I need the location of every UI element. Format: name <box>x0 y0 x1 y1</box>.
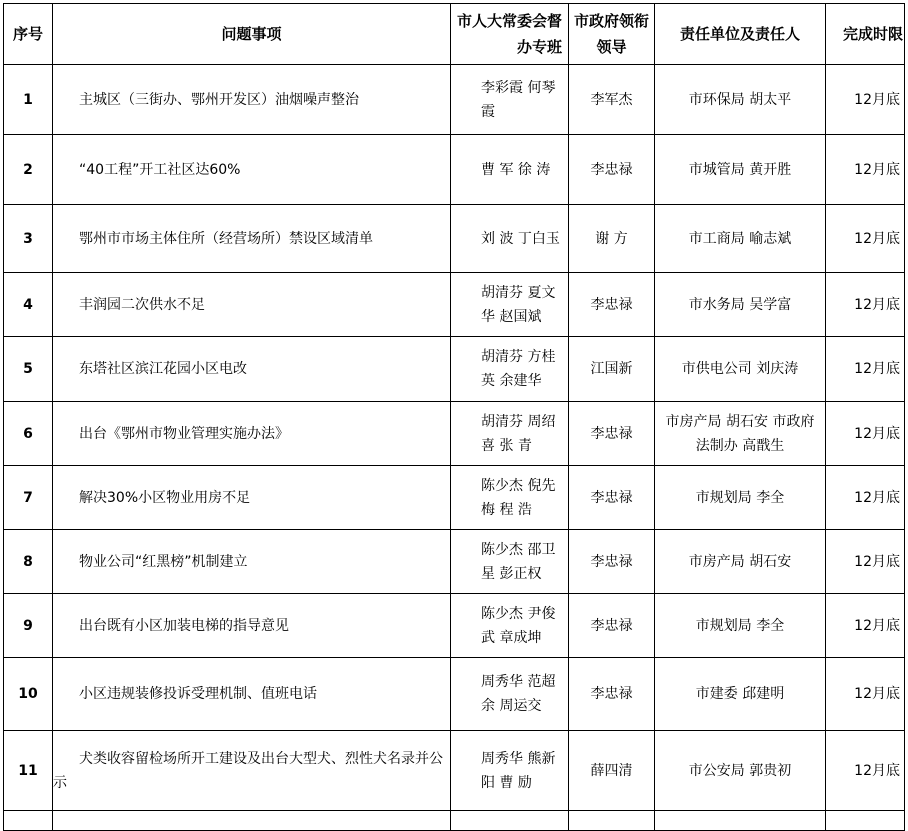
table-row <box>4 402 905 466</box>
row-leader: 李忠禄 <box>569 273 655 337</box>
row-no: 6 <box>4 402 53 466</box>
row-deadline: 12月底 <box>826 135 905 205</box>
header-deadline: 完成时限 <box>826 4 905 65</box>
row-item-line2: 示 <box>53 774 67 791</box>
row-unit: 市规划局 李全 <box>655 594 826 658</box>
row-unit: 市规划局 李全 <box>655 466 826 530</box>
row-unit: 市公安局 郭贵初 <box>655 731 826 811</box>
header-unit: 责任单位及责任人 <box>655 4 826 65</box>
row-no: 8 <box>4 530 53 594</box>
header-no: 序号 <box>4 4 53 65</box>
row-no: 11 <box>4 731 53 811</box>
row-deadline: 12月底 <box>826 466 905 530</box>
row-item: 出台《鄂州市物业管理实施办法》 <box>53 402 451 466</box>
row-item <box>53 811 451 831</box>
table-row <box>4 466 905 530</box>
row-supervisor: 曹 军 徐 涛 <box>451 135 569 205</box>
row-unit: 市工商局 喻志斌 <box>655 205 826 273</box>
row-unit: 市房产局 胡石安 市政府法制办 高戬生 <box>655 402 826 466</box>
table-row-partial <box>4 811 905 831</box>
row-item: 鄂州市市场主体住所（经营场所）禁设区域清单 <box>53 205 451 273</box>
row-unit: 市环保局 胡太平 <box>655 65 826 135</box>
row-deadline: 12月底 <box>826 337 905 402</box>
row-deadline <box>826 811 905 831</box>
row-supervisor: 周秀华 范超余 周运交 <box>451 658 569 731</box>
table-row <box>4 337 905 402</box>
table-row <box>4 65 905 135</box>
row-unit: 市城管局 黄开胜 <box>655 135 826 205</box>
row-supervisor: 陈少杰 邵卫星 彭正权 <box>451 530 569 594</box>
row-deadline: 12月底 <box>826 273 905 337</box>
row-supervisor: 陈少杰 倪先梅 程 浩 <box>451 466 569 530</box>
row-item <box>53 731 451 811</box>
row-no: 2 <box>4 135 53 205</box>
table-row <box>4 205 905 273</box>
row-deadline: 12月底 <box>826 658 905 731</box>
row-leader: 李忠禄 <box>569 402 655 466</box>
row-no: 10 <box>4 658 53 731</box>
row-no: 7 <box>4 466 53 530</box>
row-deadline: 12月底 <box>826 402 905 466</box>
header-item: 问题事项 <box>53 4 451 65</box>
row-leader: 李忠禄 <box>569 658 655 731</box>
header-supervisor: 市人大常委会督办专班 <box>451 4 569 65</box>
row-unit: 市建委 邱建明 <box>655 658 826 731</box>
row-deadline: 12月底 <box>826 65 905 135</box>
table-row <box>4 273 905 337</box>
row-supervisor: 李彩霞 何琴霞 <box>451 65 569 135</box>
row-item-line1: 犬类收容留检场所开工建设及出台大型犬、烈性犬名录并公 <box>79 750 443 767</box>
row-item: 丰润园二次供水不足 <box>53 273 451 337</box>
row-supervisor: 胡清芬 方桂英 余建华 <box>451 337 569 402</box>
row-supervisor: 周秀华 熊新阳 曹 励 <box>451 731 569 811</box>
row-supervisor: 刘 波 丁白玉 <box>451 205 569 273</box>
row-item: 出台既有小区加装电梯的指导意见 <box>53 594 451 658</box>
row-leader: 李忠禄 <box>569 594 655 658</box>
row-no: 1 <box>4 65 53 135</box>
row-no: 3 <box>4 205 53 273</box>
row-supervisor: 胡清芬 周绍喜 张 青 <box>451 402 569 466</box>
row-supervisor <box>451 811 569 831</box>
row-leader: 江国新 <box>569 337 655 402</box>
table-row <box>4 731 905 811</box>
row-deadline: 12月底 <box>826 594 905 658</box>
row-unit <box>655 811 826 831</box>
row-no: 4 <box>4 273 53 337</box>
row-deadline: 12月底 <box>826 530 905 594</box>
row-supervisor: 陈少杰 尹俊武 章成坤 <box>451 594 569 658</box>
row-item: 小区违规装修投诉受理机制、值班电话 <box>53 658 451 731</box>
row-no: 9 <box>4 594 53 658</box>
row-no: 5 <box>4 337 53 402</box>
row-deadline: 12月底 <box>826 205 905 273</box>
row-item: 物业公司“红黑榜”机制建立 <box>53 530 451 594</box>
row-item: 东塔社区滨江花园小区电改 <box>53 337 451 402</box>
row-unit: 市房产局 胡石安 <box>655 530 826 594</box>
row-item: 解决30%小区物业用房不足 <box>53 466 451 530</box>
row-unit: 市供电公司 刘庆涛 <box>655 337 826 402</box>
row-no <box>4 811 53 831</box>
row-leader: 薛四清 <box>569 731 655 811</box>
row-item: 主城区（三街办、鄂州开发区）油烟噪声整治 <box>53 65 451 135</box>
row-unit: 市水务局 吴学富 <box>655 273 826 337</box>
row-item: “40工程”开工社区达60% <box>53 135 451 205</box>
header-row <box>4 4 905 65</box>
table-row <box>4 530 905 594</box>
header-leader: 市政府领衔领导 <box>569 4 655 65</box>
row-leader: 李忠禄 <box>569 466 655 530</box>
row-leader: 李军杰 <box>569 65 655 135</box>
row-supervisor: 胡清芬 夏文华 赵国斌 <box>451 273 569 337</box>
row-leader <box>569 811 655 831</box>
row-leader: 谢 方 <box>569 205 655 273</box>
table-row <box>4 658 905 731</box>
row-leader: 李忠禄 <box>569 530 655 594</box>
row-deadline: 12月底 <box>826 731 905 811</box>
table-row <box>4 594 905 658</box>
table-row <box>4 135 905 205</box>
task-table <box>3 3 905 831</box>
row-leader: 李忠禄 <box>569 135 655 205</box>
